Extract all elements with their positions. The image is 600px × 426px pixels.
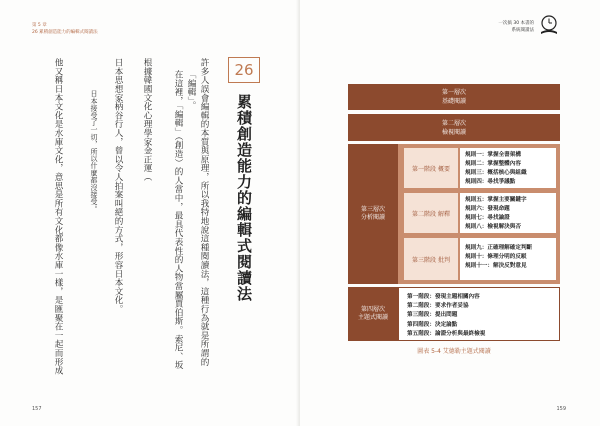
level4-stages	[398, 287, 560, 341]
rule-item: 第二階段：要求作者妥協	[407, 303, 469, 310]
body-column: 在這裡，「編輯」（創造）的人當中，最具代表性的人物當屬賈伯斯。索尼、坂	[173, 70, 183, 370]
rule-item: 規則九：正確理解確定判斷	[465, 245, 533, 251]
rule-item: 第三階段：提出問題	[407, 312, 458, 319]
running-header	[32, 22, 98, 36]
stage-rules	[460, 193, 556, 233]
level3-box	[348, 144, 398, 284]
rule-item: 規則八：檢視解決與否	[465, 224, 521, 230]
rule-item: 規則七：尋找論證	[465, 215, 510, 221]
stage-interpret: 第二階段 解釋	[404, 193, 458, 233]
running-header	[498, 20, 534, 34]
quote-column: 日本接受了一切，所以什麼都沒接受。	[90, 90, 98, 213]
rule-item: 第四階段：決定論點	[407, 321, 458, 328]
rule-item: 第五階段：論證分析與最終檢視	[407, 330, 486, 337]
level3-stages	[398, 144, 560, 284]
level3-sublabel: 分析閱讀	[360, 214, 385, 221]
stage-summary: 第一階段 概要	[404, 148, 458, 188]
body-column: 根據韓國文化心理學家金正運（	[142, 58, 152, 182]
level2-label: 第二層次	[441, 120, 466, 127]
right-page	[300, 0, 600, 426]
header-line1: 一次搞 30 本書的	[498, 21, 534, 26]
level4-sublabel: 主題式閱讀	[357, 314, 388, 321]
body-column: 他又稱日本文化是水庫文化，意思是所有文化都像水庫一樣，是匯聚在一起而形成	[53, 58, 63, 375]
level1-sublabel: 基礎閱讀	[441, 97, 466, 105]
body-column: 「編輯」。	[186, 70, 196, 110]
figure-caption: 圖表 5-4 艾德勒主題式閱讀	[417, 348, 491, 355]
level1-box	[348, 84, 560, 110]
level4-box	[348, 287, 398, 341]
rule-item: 第一階段：發現主題相關內容	[407, 294, 480, 300]
level3-label: 第三層次	[360, 205, 385, 213]
rule-item: 規則五：掌握主要關鍵字	[465, 197, 527, 203]
stage-critique: 第三階段 批判	[404, 238, 458, 280]
page-number: 157	[32, 406, 42, 412]
rule-item: 規則三：概括核心與組織	[465, 170, 527, 176]
chapter-number: 26	[228, 57, 260, 83]
rule-item: 規則六：發現命題	[465, 206, 510, 212]
stage-rules	[460, 238, 556, 280]
level4-label: 第四層次	[360, 305, 385, 313]
rule-item: 規則一：掌握全書架構	[465, 152, 521, 158]
level4-rules	[407, 293, 485, 339]
reading-levels-diagram	[348, 84, 560, 355]
page-number: 159	[556, 406, 566, 412]
header-line2: 系統閱讀法	[511, 28, 534, 33]
rule-item: 規則四：尋找爭議點	[465, 179, 516, 185]
level1-label: 第一層次	[441, 89, 466, 96]
stage-rules	[460, 148, 556, 188]
chapter-title: 累積創造能力的編輯式閱讀法	[235, 94, 253, 302]
level2-sublabel: 檢視閱讀	[441, 128, 466, 136]
body-column: 許多人誤會編輯的本質與原理，所以我特地說這種閱讀法，這種行為就是所謂的	[199, 58, 209, 366]
header-chapter: 第 5 章	[32, 23, 47, 28]
rule-item: 規則二：掌握整體內容	[465, 161, 521, 167]
rule-item: 規則十：條理分明的反駁	[465, 254, 527, 260]
level2-box	[348, 113, 560, 141]
clock-book-icon	[538, 14, 560, 40]
header-title: 26 累積創造能力的編輯式閱讀法	[32, 30, 98, 35]
body-column: 日本思想家柄谷行人，曾以令人拍案叫絕的方式，形容日本文化。	[113, 58, 123, 314]
rule-item: 規則十一：解決反對意見	[465, 263, 527, 269]
